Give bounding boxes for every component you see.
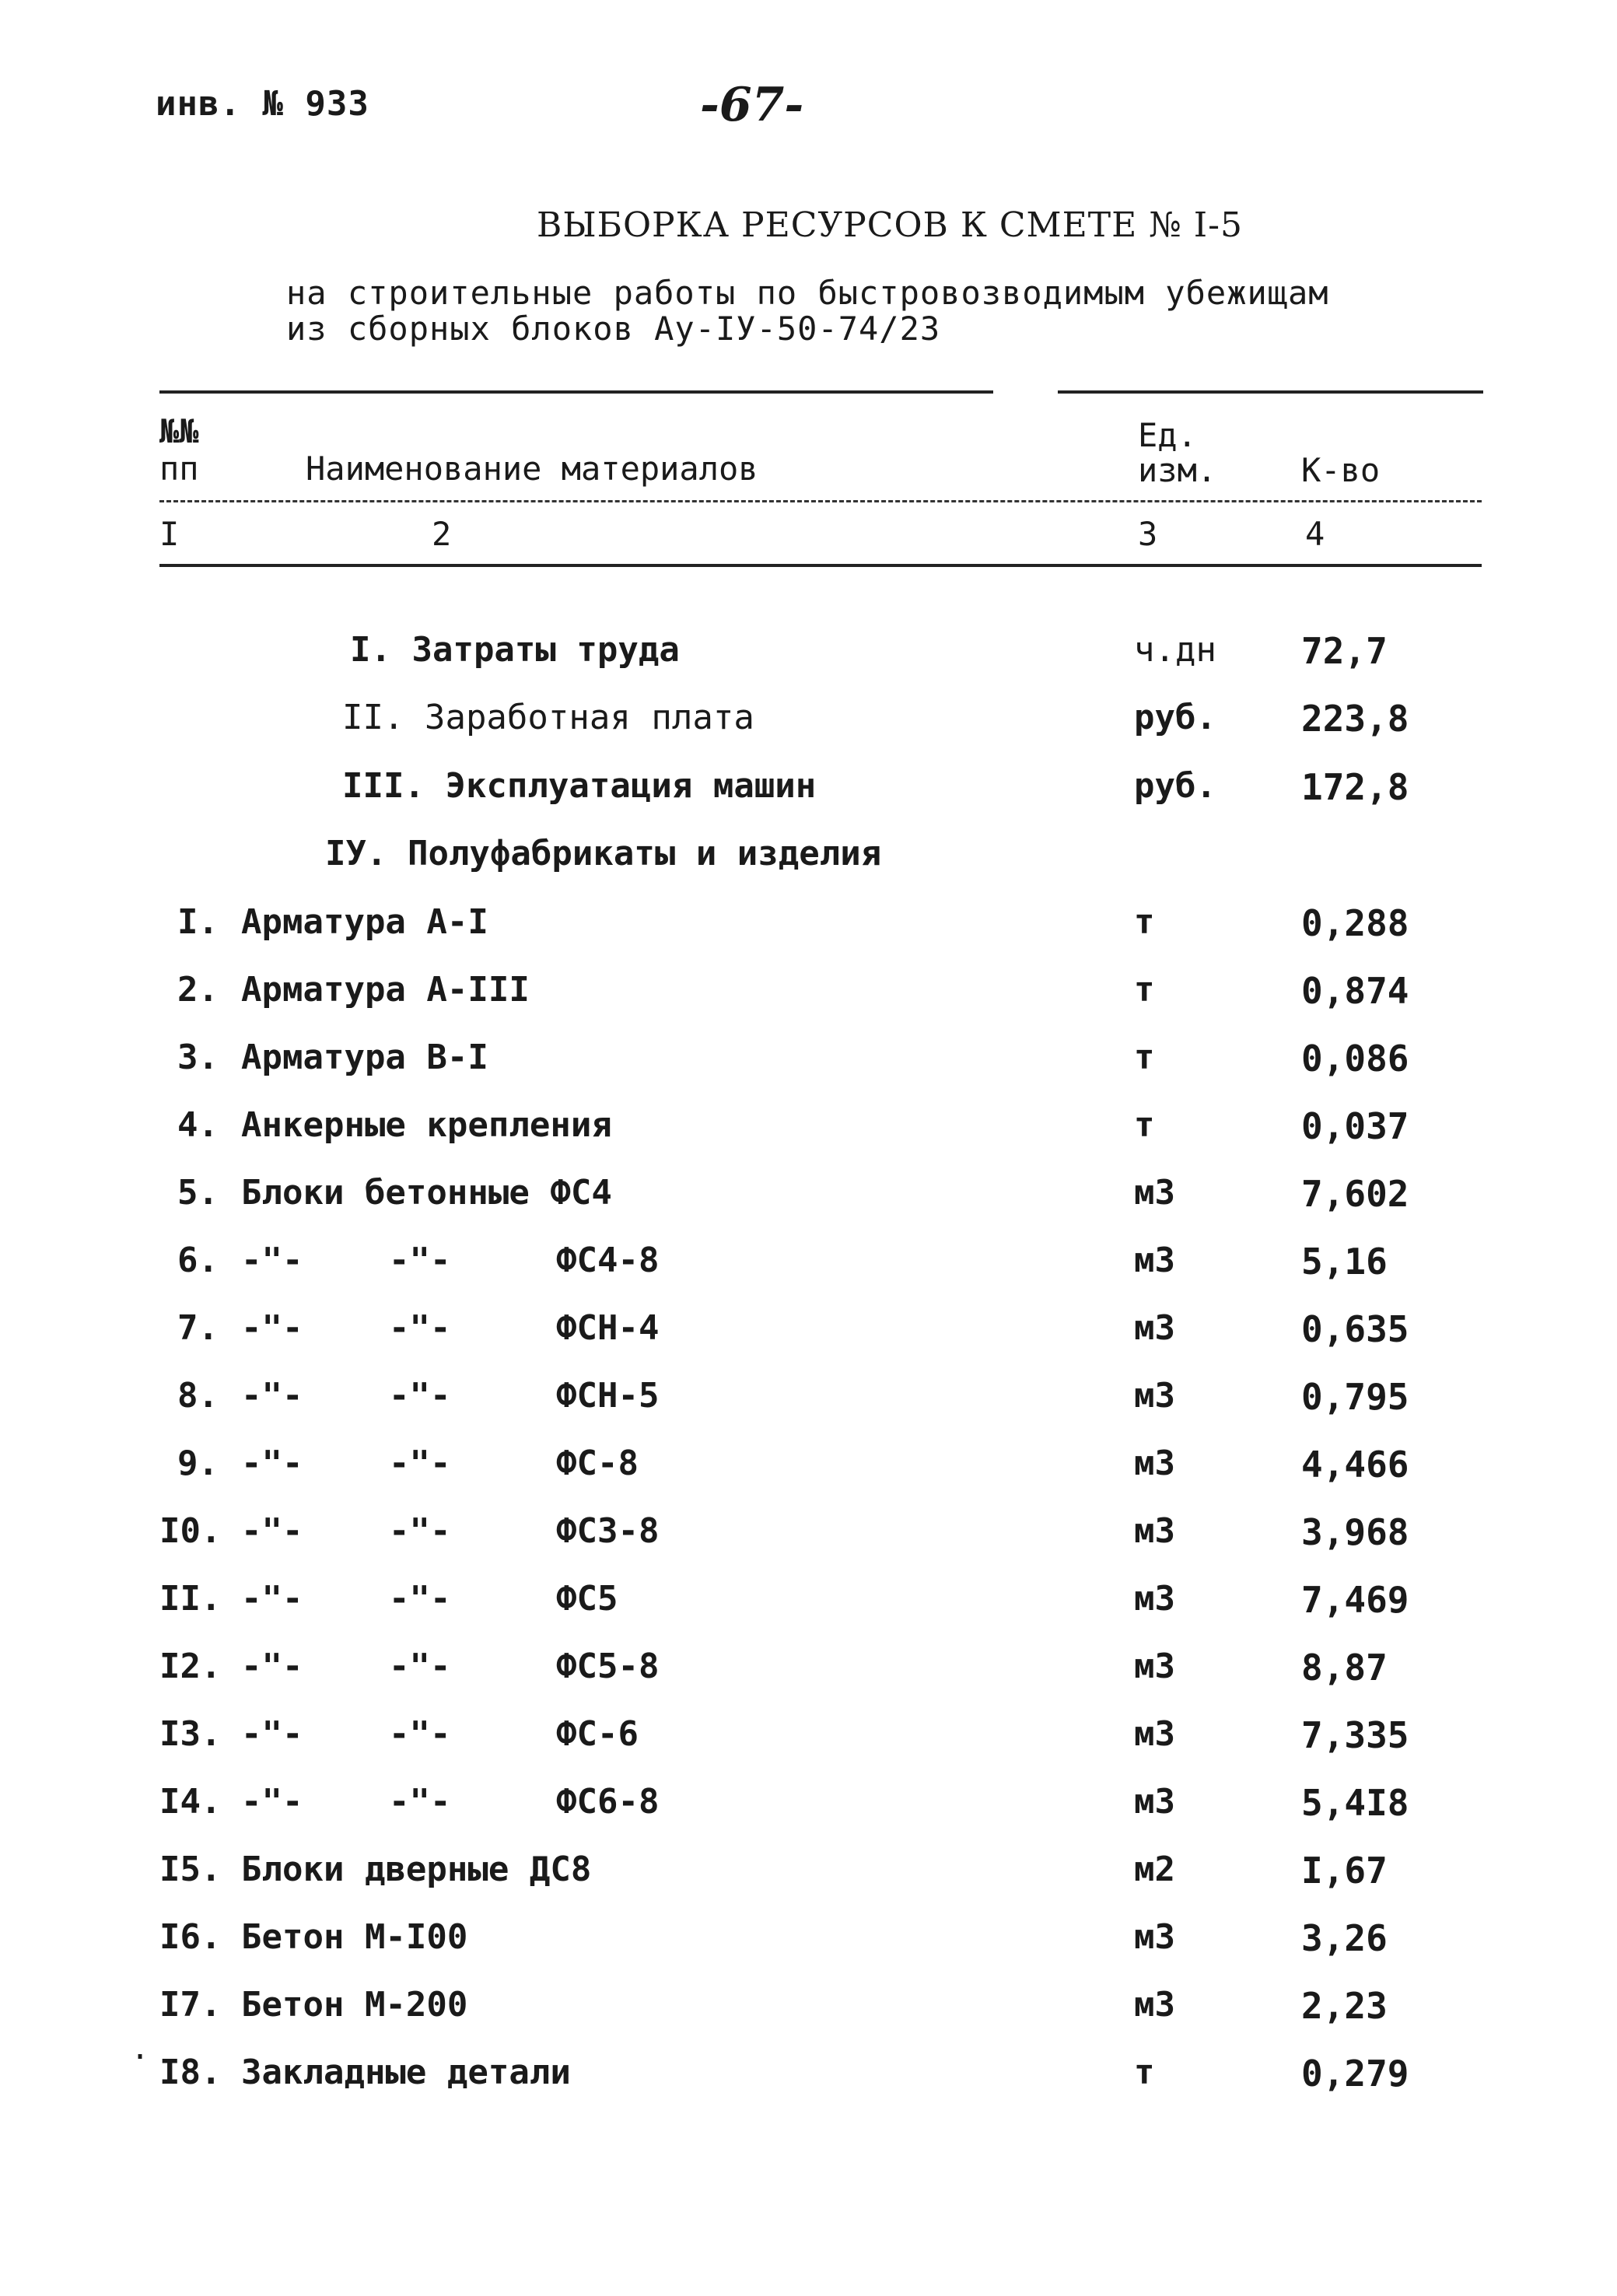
item-name: Арматура А-III [241,970,530,1010]
item-name: -"- [241,1241,303,1280]
table-row [0,1850,1617,1912]
header-col3-line2: изм. [1138,451,1217,489]
item-name: Блоки дверные ДС8 [241,1850,592,1889]
table-row [0,1038,1617,1100]
item-ditto: -"- [389,1782,451,1822]
item-name: Арматура В-I [241,1038,488,1077]
item-name: -"- [241,1511,303,1551]
table-row [0,970,1617,1032]
item-name: -"- [241,1308,303,1348]
item-name: -"- [241,1376,303,1416]
document-title: ВЫБОРКА РЕСУРСОВ К СМЕТЕ № I-5 [537,205,1244,245]
unit-cell: м3 [1134,1173,1175,1213]
header-col2: Наименование материалов [306,450,758,488]
unit-cell: м3 [1134,1647,1175,1686]
item-number: I5. [159,1850,222,1889]
unit-cell: т [1134,902,1155,942]
item-name: Арматура А-I [241,902,488,942]
header-col3-line1: Ед. [1138,416,1197,454]
table-row [0,1985,1617,2047]
col-number-4: 4 [1305,515,1325,553]
quantity-cell: 4,466 [1301,1444,1409,1486]
unit-cell: м3 [1134,1782,1175,1822]
item-name: -"- [241,1579,303,1619]
item-number: I0. [159,1511,222,1551]
table-row [0,1105,1617,1167]
quantity-cell: 0,874 [1301,970,1409,1012]
item-ditto: -"- [389,1444,451,1483]
item-name: -"- [241,1782,303,1822]
quantity-cell: 0,086 [1301,1038,1409,1080]
item-code: ФСН-5 [556,1376,660,1416]
subtitle-line-1: на строительные работы по быстровозводимым убежищам [286,274,1329,312]
table-top-rule-right [1058,390,1483,394]
quantity-cell: 2,23 [1301,1985,1388,2027]
quantity-cell: 172,8 [1301,766,1409,808]
section-row [0,630,1617,692]
table-row [0,1308,1617,1370]
unit-cell: м2 [1134,1850,1175,1889]
item-code: ФС6-8 [556,1782,660,1822]
item-ditto: -"- [389,1714,451,1754]
unit-cell: т [1134,1038,1155,1077]
unit-cell: м3 [1134,1376,1175,1416]
col-number-1: I [159,515,180,553]
unit-cell: м3 [1134,1308,1175,1348]
table-row [0,1579,1617,1641]
col-number-3: 3 [1138,515,1158,553]
quantity-cell: 0,279 [1301,2053,1409,2095]
section-row [0,834,1617,896]
quantity-cell: 0,037 [1301,1105,1409,1147]
subtitle-line-2: из сборных блоков Ау-IУ-50-74/23 [286,310,941,348]
item-code: ФС5-8 [556,1647,660,1686]
header-col4: К-во [1301,451,1381,489]
page-number: -67- [700,78,804,132]
section-row [0,766,1617,828]
unit-cell: м3 [1134,1714,1175,1754]
header-col1-line2: пп [159,450,199,488]
table-row [0,1173,1617,1235]
quantity-cell: 7,335 [1301,1714,1409,1756]
header-col1-line1: №№ [159,412,199,450]
item-number: 2. [177,970,219,1010]
table-row [0,1241,1617,1303]
item-number: I. [177,902,219,942]
section-row [0,698,1617,760]
item-name: Анкерные крепления [241,1105,612,1145]
quantity-cell: 5,4I8 [1301,1782,1409,1824]
item-name: -"- [241,1714,303,1754]
unit-cell: руб. [1134,766,1216,806]
unit-cell: т [1134,1105,1155,1145]
table-header-bottom-rule [159,564,1482,567]
table-top-rule-left [159,390,993,394]
table-row [0,1714,1617,1776]
unit-cell: м3 [1134,1444,1175,1483]
item-name: -"- [241,1444,303,1483]
item-code: ФС-6 [556,1714,639,1754]
unit-cell: ч.дн [1134,630,1216,670]
item-number: 9. [177,1444,219,1483]
margin-mark: · [131,2039,150,2075]
item-number: 3. [177,1038,219,1077]
section-label: IУ. Полуфабрикаты и изделия [325,834,882,873]
item-code: ФС-8 [556,1444,639,1483]
item-number: I3. [159,1714,222,1754]
item-ditto: -"- [389,1511,451,1551]
section-label: III. Эксплуатация машин [342,766,817,806]
table-row [0,1376,1617,1438]
item-number: I4. [159,1782,222,1822]
unit-cell: руб. [1134,698,1216,737]
item-code: ФСН-4 [556,1308,660,1348]
section-label: I. Затраты труда [350,630,680,670]
inventory-number: инв. № 933 [156,84,369,124]
quantity-cell: 72,7 [1301,630,1388,672]
unit-cell: т [1134,2053,1155,2092]
item-number: II. [159,1579,222,1619]
item-number: 8. [177,1376,219,1416]
header-divider [159,500,1482,502]
item-number: 5. [177,1173,219,1213]
quantity-cell: 7,602 [1301,1173,1409,1215]
quantity-cell: 0,795 [1301,1376,1409,1418]
item-code: ФС4-8 [556,1241,660,1280]
item-name: Бетон М-200 [241,1985,468,2025]
item-name: Закладные детали [241,2053,571,2092]
quantity-cell: 8,87 [1301,1647,1388,1689]
section-label: II. Заработная плата [342,698,754,737]
item-number: 6. [177,1241,219,1280]
quantity-cell: 223,8 [1301,698,1409,740]
table-row [0,902,1617,964]
item-number: 7. [177,1308,219,1348]
quantity-cell: 0,288 [1301,902,1409,944]
item-number: I8. [159,2053,222,2092]
quantity-cell: 5,16 [1301,1241,1388,1283]
item-number: I7. [159,1985,222,2025]
table-row [0,1647,1617,1709]
item-ditto: -"- [389,1308,451,1348]
item-name: Блоки бетонные ФС4 [241,1173,612,1213]
table-row [0,1782,1617,1844]
unit-cell: м3 [1134,1511,1175,1551]
unit-cell: м3 [1134,1985,1175,2025]
unit-cell: м3 [1134,1917,1175,1957]
col-number-2: 2 [432,515,452,553]
quantity-cell: I,67 [1301,1850,1388,1892]
item-code: ФС5 [556,1579,618,1619]
table-row [0,2053,1617,2115]
table-row [0,1511,1617,1573]
item-number: I6. [159,1917,222,1957]
item-name: Бетон М-I00 [241,1917,468,1957]
item-ditto: -"- [389,1579,451,1619]
unit-cell: м3 [1134,1579,1175,1619]
quantity-cell: 7,469 [1301,1579,1409,1621]
table-row [0,1917,1617,1979]
item-ditto: -"- [389,1647,451,1686]
quantity-cell: 0,635 [1301,1308,1409,1350]
unit-cell: т [1134,970,1155,1010]
item-name: -"- [241,1647,303,1686]
item-ditto: -"- [389,1241,451,1280]
table-row [0,1444,1617,1506]
unit-cell: м3 [1134,1241,1175,1280]
item-number: I2. [159,1647,222,1686]
item-code: ФС3-8 [556,1511,660,1551]
item-ditto: -"- [389,1376,451,1416]
quantity-cell: 3,26 [1301,1917,1388,1959]
quantity-cell: 3,968 [1301,1511,1409,1553]
item-number: 4. [177,1105,219,1145]
